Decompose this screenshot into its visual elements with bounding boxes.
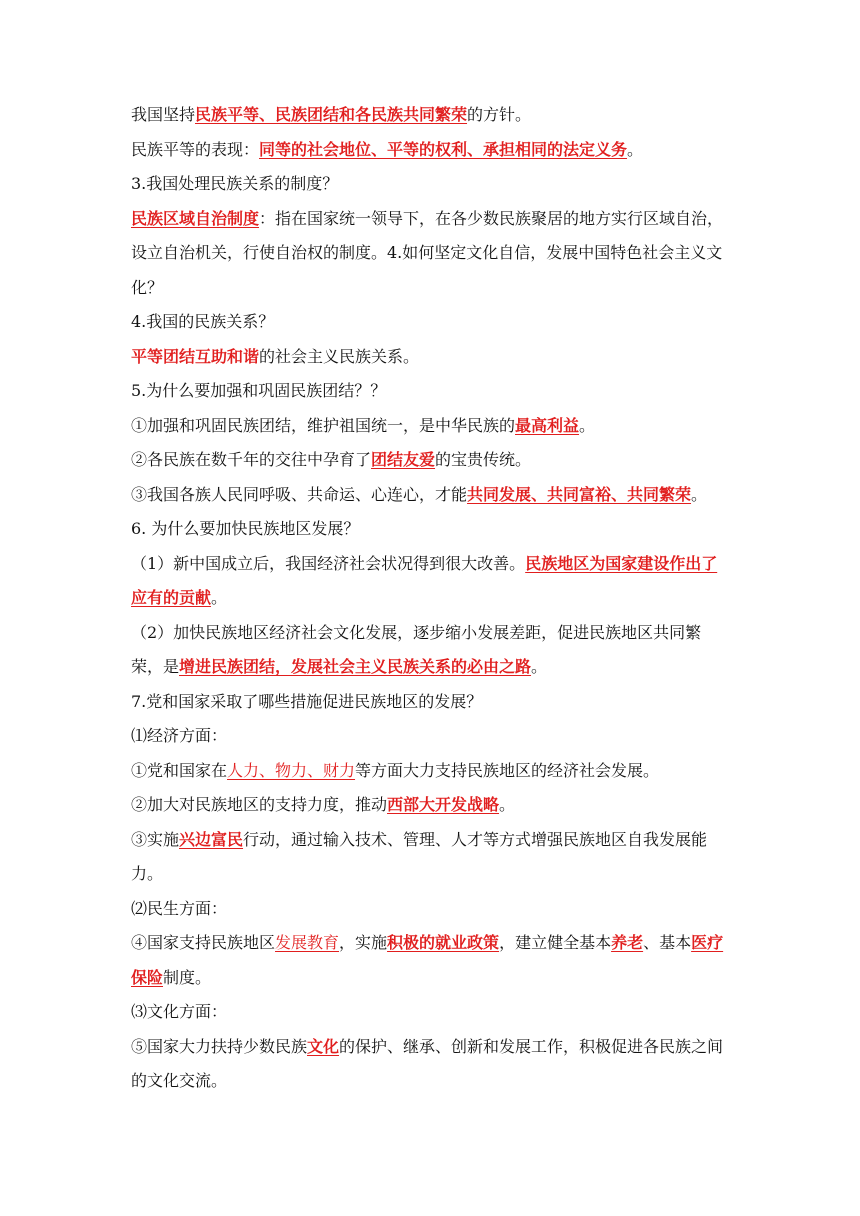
text: ，实施 [339,933,388,952]
text: 民族平等的表现： [131,139,260,159]
key-point: 医疗保险 [131,933,724,987]
section-heading: ⑶文化方面： [131,1002,228,1021]
text: ⑤国家大力扶持少数民族 [131,1036,308,1056]
question-text: 5.为什么要加强和巩固民族团结？？ [131,381,387,400]
text: 、基本 [643,933,692,952]
answer-5-item-1 [131,409,731,444]
answer-5-item-2 [131,443,731,478]
question-7 [131,685,731,720]
key-point: 发展教育 [275,933,340,952]
text: 。 [531,657,548,676]
key-point: 最高利益 [515,415,580,435]
key-point: 平等团结互助和谐 [131,346,260,366]
text: 。 [499,795,516,814]
section-heading: ⑵民生方面： [131,898,228,918]
section-economy [131,719,731,754]
text: 行动，通过输入技术、管理、人才等方式增强民族地区自我发展能力。 [131,829,708,883]
question-5 [131,374,731,409]
key-point: 增进民族团结，发展社会主义民族关系的必由之路 [179,657,532,676]
key-point: 团结友爱 [371,450,436,469]
question-text: 6. 为什么要加快民族地区发展？ [131,519,360,538]
question-3 [131,167,731,202]
section-livelihood [131,892,731,927]
text: ④国家支持民族地区 [131,933,276,952]
policy-line [131,98,731,133]
section-culture [131,995,731,1030]
key-point: 民族区域自治制度 [131,208,260,228]
text: 。 [627,139,644,159]
answer-6-item-2 [131,616,731,685]
key-point: 文化 [307,1036,340,1056]
answer-6-item-1 [131,547,731,616]
question-text: 7.党和国家采取了哪些措施促进民族地区的发展？ [131,691,483,711]
key-point: 养老 [611,933,644,952]
text: 的社会主义民族关系。 [259,346,420,366]
answer-4 [131,340,731,375]
text: 我国坚持 [131,105,196,124]
key-point: 共同发展、共同富裕、共同繁荣 [467,484,692,504]
section-heading: ⑴经济方面： [131,726,228,745]
livelihood-item-4 [131,926,731,995]
question-4 [131,305,731,340]
economy-item-3 [131,823,731,892]
text: 的方针。 [467,105,532,124]
text: （2）加快民族地区经济社会文化发展，逐步缩小发展差距，促进民族地区共同繁荣，是 [131,622,702,676]
answer-5-item-3 [131,478,731,513]
key-point: 民族地区为国家建设作出了应有的贡献 [131,553,718,607]
text: ①加强和巩固民族团结，维护祖国统一，是中华民族的 [131,415,516,435]
economy-item-2 [131,788,731,823]
text: 。 [691,484,708,504]
text: ，建立健全基本 [499,933,612,952]
equality-line [131,133,731,168]
key-point: 兴边富民 [179,829,244,849]
key-point: 人力、物力、财力 [227,760,356,780]
text: ②各民族在数千年的交往中孕育了 [131,450,372,469]
document-body [131,98,731,1099]
culture-item-5 [131,1030,731,1099]
text: ：指在国家统一领导下，在各少数民族聚居的地方实行区域自治，设立自治机关，行使自治权的制度。4.如何坚定文化自信，发展中国特色社会主义文化？ [131,208,724,297]
key-point: 积极的就业政策 [387,933,500,952]
text: （1）新中国成立后，我国经济社会状况得到很大改善。 [131,553,526,573]
text: ①党和国家在 [131,760,228,780]
text: 的宝贵传统。 [435,450,532,469]
question-text: 4.我国的民族关系？ [131,312,275,331]
answer-3 [131,202,731,306]
text: ②加大对民族地区的支持力度，推动 [131,795,388,814]
question-text: 3.我国处理民族关系的制度？ [131,174,339,193]
text: 等方面大力支持民族地区的经济社会发展。 [355,760,660,780]
text: 的保护、继承、创新和发展工作，积极促进各民族之间的文化交流。 [131,1036,724,1090]
economy-item-1 [131,754,731,789]
key-point: 同等的社会地位、平等的权利、承担相同的法定义务 [259,139,628,159]
text: 。 [211,588,228,607]
text: 制度。 [163,967,212,987]
key-point: 民族平等、民族团结和各民族共同繁荣 [195,105,468,124]
text: 。 [579,415,596,435]
key-point: 西部大开发战略 [387,795,500,814]
text: ③实施 [131,829,180,849]
question-6 [131,512,731,547]
text: ③我国各族人民同呼吸、共命运、心连心，才能 [131,484,468,504]
